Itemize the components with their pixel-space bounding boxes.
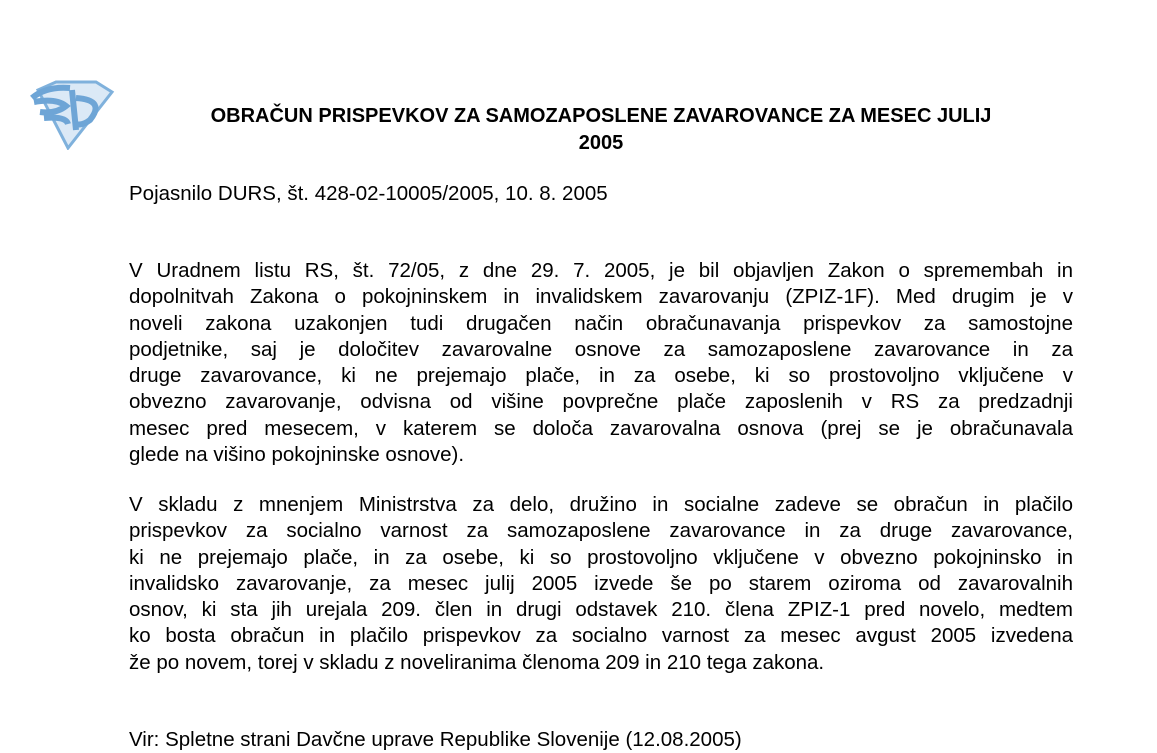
text-line: V skladu z mnenjem Ministrstva za delo, družino in socialne zadeve se obračun in plačilo bbox=[129, 493, 1073, 516]
text-line: dopolnitvah Zakona o pokojninskem in invalidskem zavarovanju (ZPIZ-1F). Med drugim je v bbox=[129, 285, 1073, 309]
text-line: druge zavarovance, ki ne prejemajo plače, in za osebe, ki so prostovoljno vključene v bbox=[129, 364, 1073, 388]
text-line: V Uradnem listu RS, št. 72/05, z dne 29. 7. 2005, je bil objavljen Zakon o spremembah in bbox=[129, 259, 1073, 282]
title-line: OBRAČUN PRISPEVKOV ZA SAMOZAPOSLENE ZAVAROVANCE ZA MESEC JULIJ bbox=[210, 105, 992, 127]
text-line: prispevkov za socialno varnost za samozaposlene zavarovance in za druge zavarovance, bbox=[129, 519, 1073, 543]
document-title bbox=[129, 103, 1073, 157]
source-note: Vir: Spletne strani Davčne uprave Republike Slovenije (12.08.2005) bbox=[129, 728, 742, 751]
document-subtitle: Pojasnilo DURS, št. 428-02-10005/2005, 10. 8. 2005 bbox=[129, 182, 608, 205]
paragraph-2 bbox=[129, 492, 1073, 676]
text-line: osnov, ki sta jih urejala 209. člen in drugi odstavek 210. člena ZPIZ-1 pred novelo, medtem bbox=[129, 598, 1073, 622]
text-line: obvezno zavarovanje, odvisna od višine povprečne plače zaposlenih v RS za predzadnji bbox=[129, 390, 1073, 414]
text-line: ko bosta obračun in plačilo prispevkov za socialno varnost za mesec avgust 2005 izvedena bbox=[129, 624, 1073, 648]
logo-icon bbox=[26, 78, 116, 150]
title-line: 2005 bbox=[578, 132, 624, 154]
text-line: noveli zakona uzakonjen tudi drugačen način obračunavanja prispevkov za samostojne bbox=[129, 311, 1073, 335]
text-line: mesec pred mesecem, v katerem se določa zavarovalna osnova (prej se je obračunavala bbox=[129, 416, 1073, 440]
text-line: ki ne prejemajo plače, in za osebe, ki so prostovoljno vključene v obvezno pokojninsko in bbox=[129, 545, 1073, 569]
text-line: podjetnike, saj je določitev zavarovalne osnove za samozaposlene zavarovance in za bbox=[129, 337, 1073, 361]
text-line: invalidsko zavarovanje, za mesec julij 2005 izvede še po starem oziroma od zavarovalnih bbox=[129, 571, 1073, 595]
paragraph-1 bbox=[129, 258, 1073, 468]
text-line: že po novem, torej v skladu z noveliranima členoma 209 in 210 tega zakona. bbox=[129, 650, 825, 674]
text-line: glede na višino pokojninske osnove). bbox=[129, 443, 465, 467]
